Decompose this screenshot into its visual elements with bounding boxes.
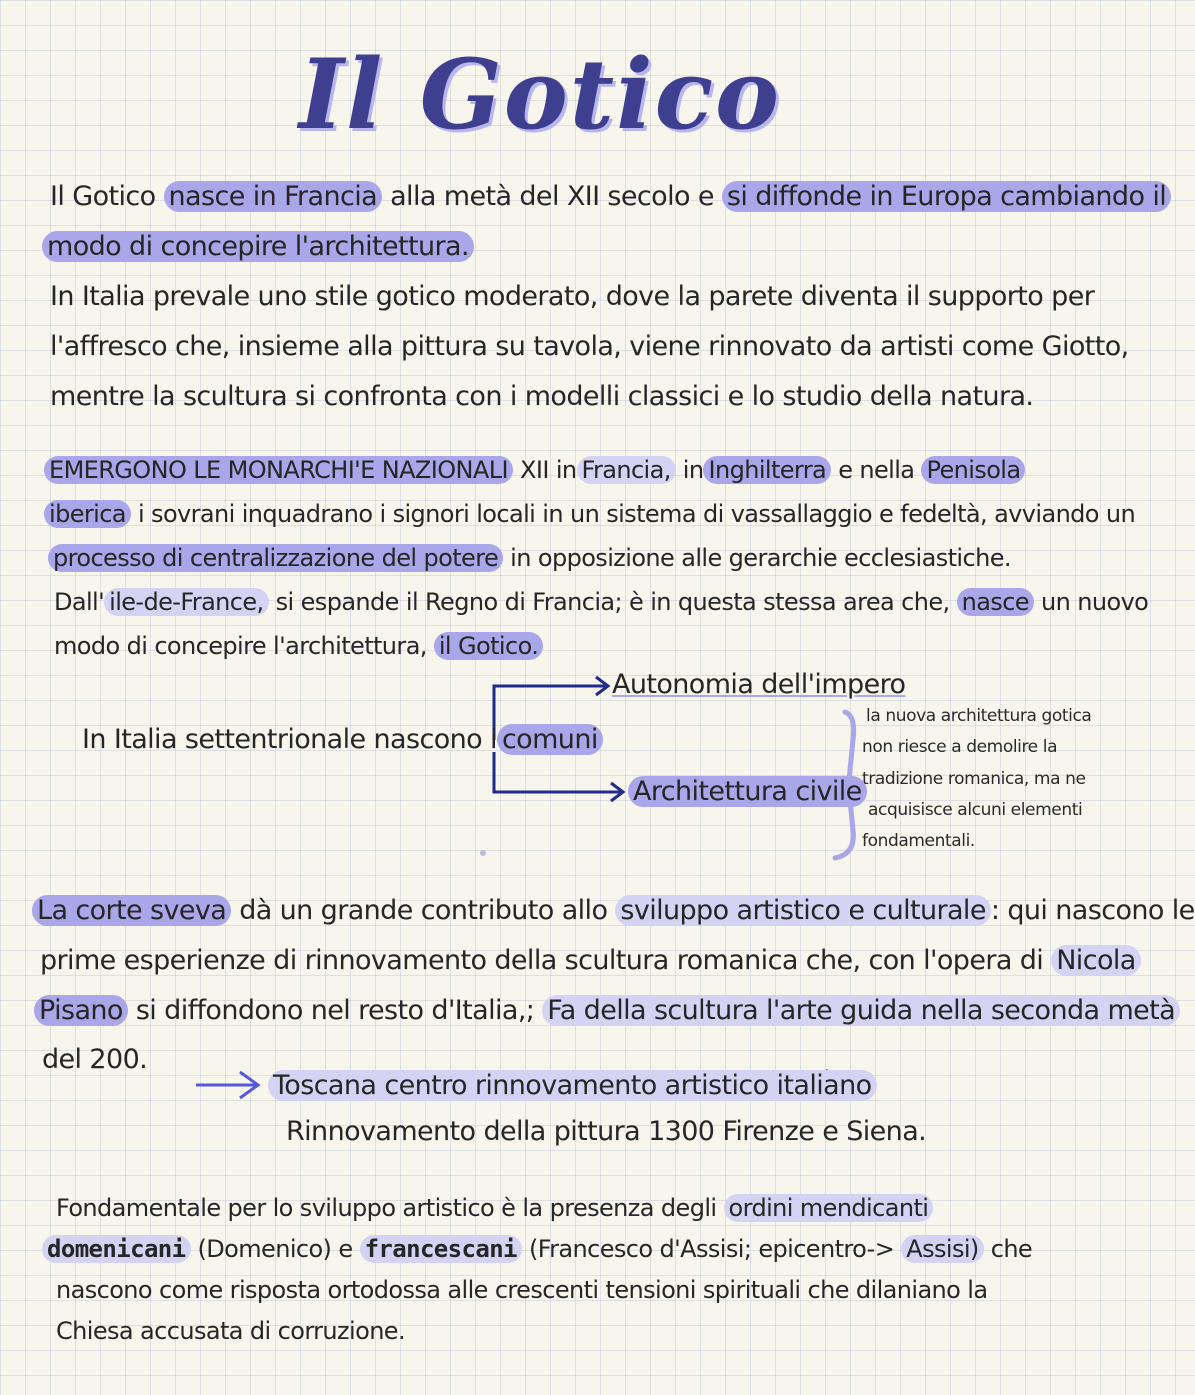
page-title: Il Gotico xyxy=(298,38,782,151)
text: Fondamentale per lo sviluppo artistico è la presenza degli xyxy=(56,1194,717,1222)
text: prime esperienze di rinnovamento della scultura romanica che, con l'opera di xyxy=(40,945,1044,976)
highlight: nasce in Francia xyxy=(164,181,383,212)
text: XII in xyxy=(520,456,577,484)
highlight: si diffonde in Europa cambiando il xyxy=(722,181,1171,212)
highlight: Architettura civile xyxy=(628,776,867,807)
text: dà un grande contributo allo xyxy=(239,895,608,926)
arrow-right xyxy=(196,1072,258,1098)
text: Dall' xyxy=(54,588,105,616)
text: (Francesco d'Assisi; epicentro-> xyxy=(528,1235,895,1263)
highlight: Toscana centro rinnovamento artistico italiano xyxy=(268,1070,877,1101)
highlight: comuni xyxy=(497,724,603,755)
dot-mark xyxy=(480,850,486,856)
text: in xyxy=(682,456,704,484)
highlight: ordini mendicanti xyxy=(724,1194,934,1222)
side-note-2: non riesce a demolire la xyxy=(862,737,1058,757)
highlight: ile-de-France, xyxy=(104,588,268,616)
text: si diffondono nel resto d'Italia,; xyxy=(135,995,535,1026)
highlight: nasce xyxy=(957,588,1034,616)
highlight: iberica xyxy=(44,500,131,528)
text: In Italia settentrionale nascono i xyxy=(82,724,497,755)
sveva-line-2 xyxy=(40,941,1141,981)
highlight: Fa della scultura l'arte guida nella seconda metà xyxy=(542,995,1180,1026)
text: che xyxy=(990,1235,1033,1263)
ordini-line-4: Chiesa accusata di corruzione. xyxy=(56,1317,405,1345)
highlight: Francia, xyxy=(577,456,676,484)
highlight: modo di concepire l'architettura. xyxy=(42,231,474,262)
text: modo di concepire l'architettura, xyxy=(54,632,427,660)
highlight: Nicola xyxy=(1051,945,1141,976)
side-note-1: la nuova architettura gotica xyxy=(866,706,1092,726)
side-note-3: tradizione romanica, ma ne xyxy=(862,769,1086,789)
side-note-4: acquisisce alcuni elementi xyxy=(868,800,1083,820)
text: Il Gotico xyxy=(50,181,156,212)
side-note-5: fondamentali. xyxy=(862,831,975,851)
text: in opposizione alle gerarchie ecclesiastiche. xyxy=(510,544,1011,572)
sveva-line-1 xyxy=(32,891,1195,931)
highlight: Penisola xyxy=(921,456,1025,484)
branch-bottom-label xyxy=(628,772,867,812)
sveva-line-3 xyxy=(34,991,1180,1031)
highlight: il Gotico. xyxy=(434,632,543,660)
toscana-line xyxy=(268,1066,877,1106)
highlight: Pisano xyxy=(34,995,128,1026)
text: : qui nascono le xyxy=(990,895,1195,926)
text: un nuovo xyxy=(1041,588,1149,616)
intro-line-3: In Italia prevale uno stile gotico moderato, dove la parete diventa il supporto per xyxy=(50,281,1095,312)
highlight: Assisi) xyxy=(901,1235,983,1263)
highlight: Inghilterra xyxy=(703,456,831,484)
highlight: sviluppo artistico e culturale xyxy=(615,895,991,926)
text: si espande il Regno di Francia; è in questa stessa area che, xyxy=(275,588,950,616)
highlight: EMERGONO LE MONARCHI'E NAZIONALI xyxy=(44,456,513,484)
text: e nella xyxy=(838,456,915,484)
highlight: francescani xyxy=(360,1235,522,1263)
diagram-source xyxy=(82,720,603,760)
intro-line-5: mentre la scultura si confronta con i modelli classici e lo studio della natura. xyxy=(50,381,1034,412)
pittura-line: Rinnovamento della pittura 1300 Firenze e Siena. xyxy=(286,1116,927,1147)
sveva-line-4: del 200. xyxy=(42,1044,148,1075)
ordini-line-2 xyxy=(42,1231,1032,1267)
intro-line-4: l'affresco che, insieme alla pittura su tavola, viene rinnovato da artisti come Giotto, xyxy=(50,331,1129,362)
text: alla metà del XII secolo e xyxy=(390,181,714,212)
text: (Domenico) e xyxy=(197,1235,353,1263)
highlight: La corte sveva xyxy=(32,895,231,926)
branch-top-label: Autonomia dell'impero xyxy=(612,669,906,700)
highlight: domenicani xyxy=(42,1235,191,1263)
text: i sovrani inquadrano i signori locali in un sistema di vassallaggio e fedeltà, avviando un xyxy=(137,500,1136,528)
ordini-line-3: nascono come risposta ortodossa alle crescenti tensioni spirituali che dilaniano la xyxy=(56,1276,988,1304)
highlight: processo di centralizzazione del potere xyxy=(48,544,503,572)
ordini-line-1 xyxy=(56,1190,933,1226)
